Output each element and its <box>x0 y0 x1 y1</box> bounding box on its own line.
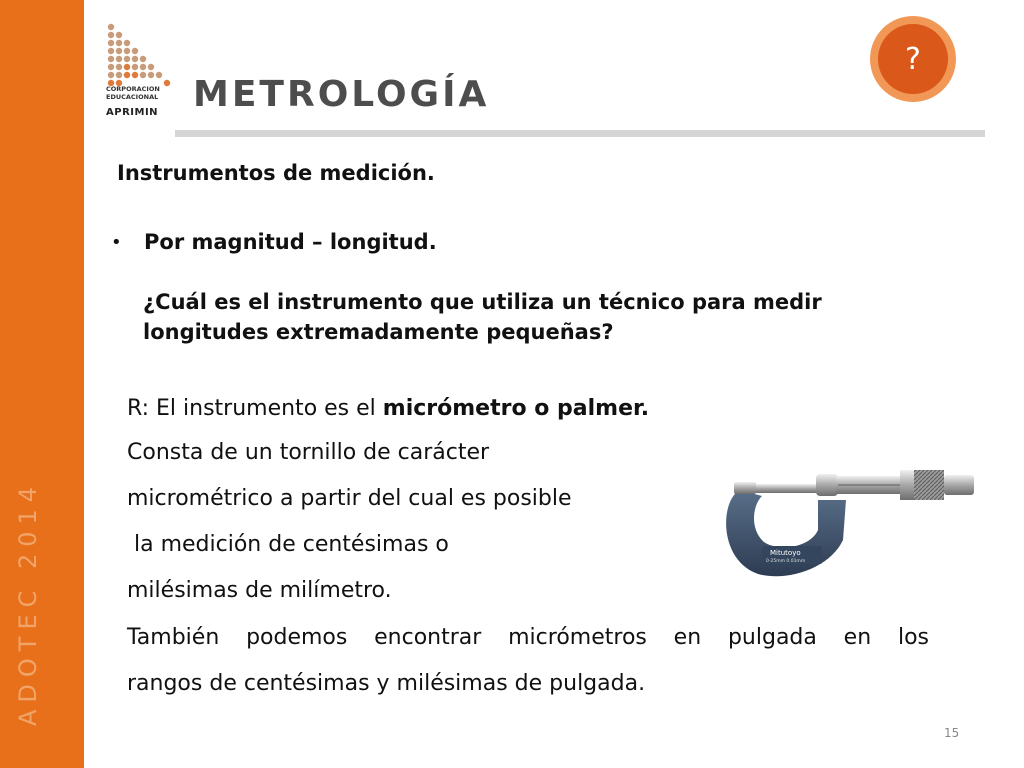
logo-line-2: EDUCACIONAL <box>106 93 159 101</box>
answer-line <box>127 394 649 424</box>
body-line-3: la medición de centésimas o <box>127 532 449 557</box>
page-number: 15 <box>944 726 960 740</box>
question-text: ¿Cuál es el instrumento que utiliza un técnico para medir longitudes extremadamente pequeñas? <box>143 290 822 344</box>
slide-title: METROLOGÍA <box>193 74 490 115</box>
word: los <box>897 625 929 650</box>
help-button[interactable]: ? <box>878 24 948 94</box>
header-divider <box>175 130 985 137</box>
word: micrómetros <box>508 625 647 650</box>
word: en <box>673 625 702 650</box>
justified-line <box>127 623 929 653</box>
vertical-watermark-label: ADOTEC 2014 <box>14 479 42 726</box>
word: en <box>843 625 872 650</box>
answer-prefix: R: El instrumento es el <box>127 396 383 421</box>
bullet-icon: • <box>111 232 122 253</box>
body-line-last: rangos de centésimas y milésimas de pulgada. <box>127 671 646 696</box>
body-line-2: micrométrico a partir del cual es posible <box>127 486 572 511</box>
micrometer-range: 0-25mm 0.01mm <box>766 559 806 564</box>
word: pulgada <box>727 625 817 650</box>
micrometer-image <box>718 460 980 580</box>
side-accent-band <box>0 0 84 768</box>
word: podemos <box>246 625 348 650</box>
body-line-4: milésimas de milímetro. <box>127 578 392 603</box>
logo-brand: APRIMIN <box>106 107 159 118</box>
logo-line-1: CORPORACION <box>106 85 160 93</box>
word: encontrar <box>374 625 482 650</box>
body-line-1: Consta de un tornillo de carácter <box>127 440 490 465</box>
micrometer-brand: Mitutoyo <box>770 549 801 557</box>
section-heading: Instrumentos de medición. <box>117 161 435 185</box>
aprimin-logo <box>106 22 176 118</box>
word: También <box>127 625 220 650</box>
bullet-item: Por magnitud – longitud. <box>144 230 437 254</box>
answer-bold: micrómetro o palmer. <box>382 396 650 421</box>
